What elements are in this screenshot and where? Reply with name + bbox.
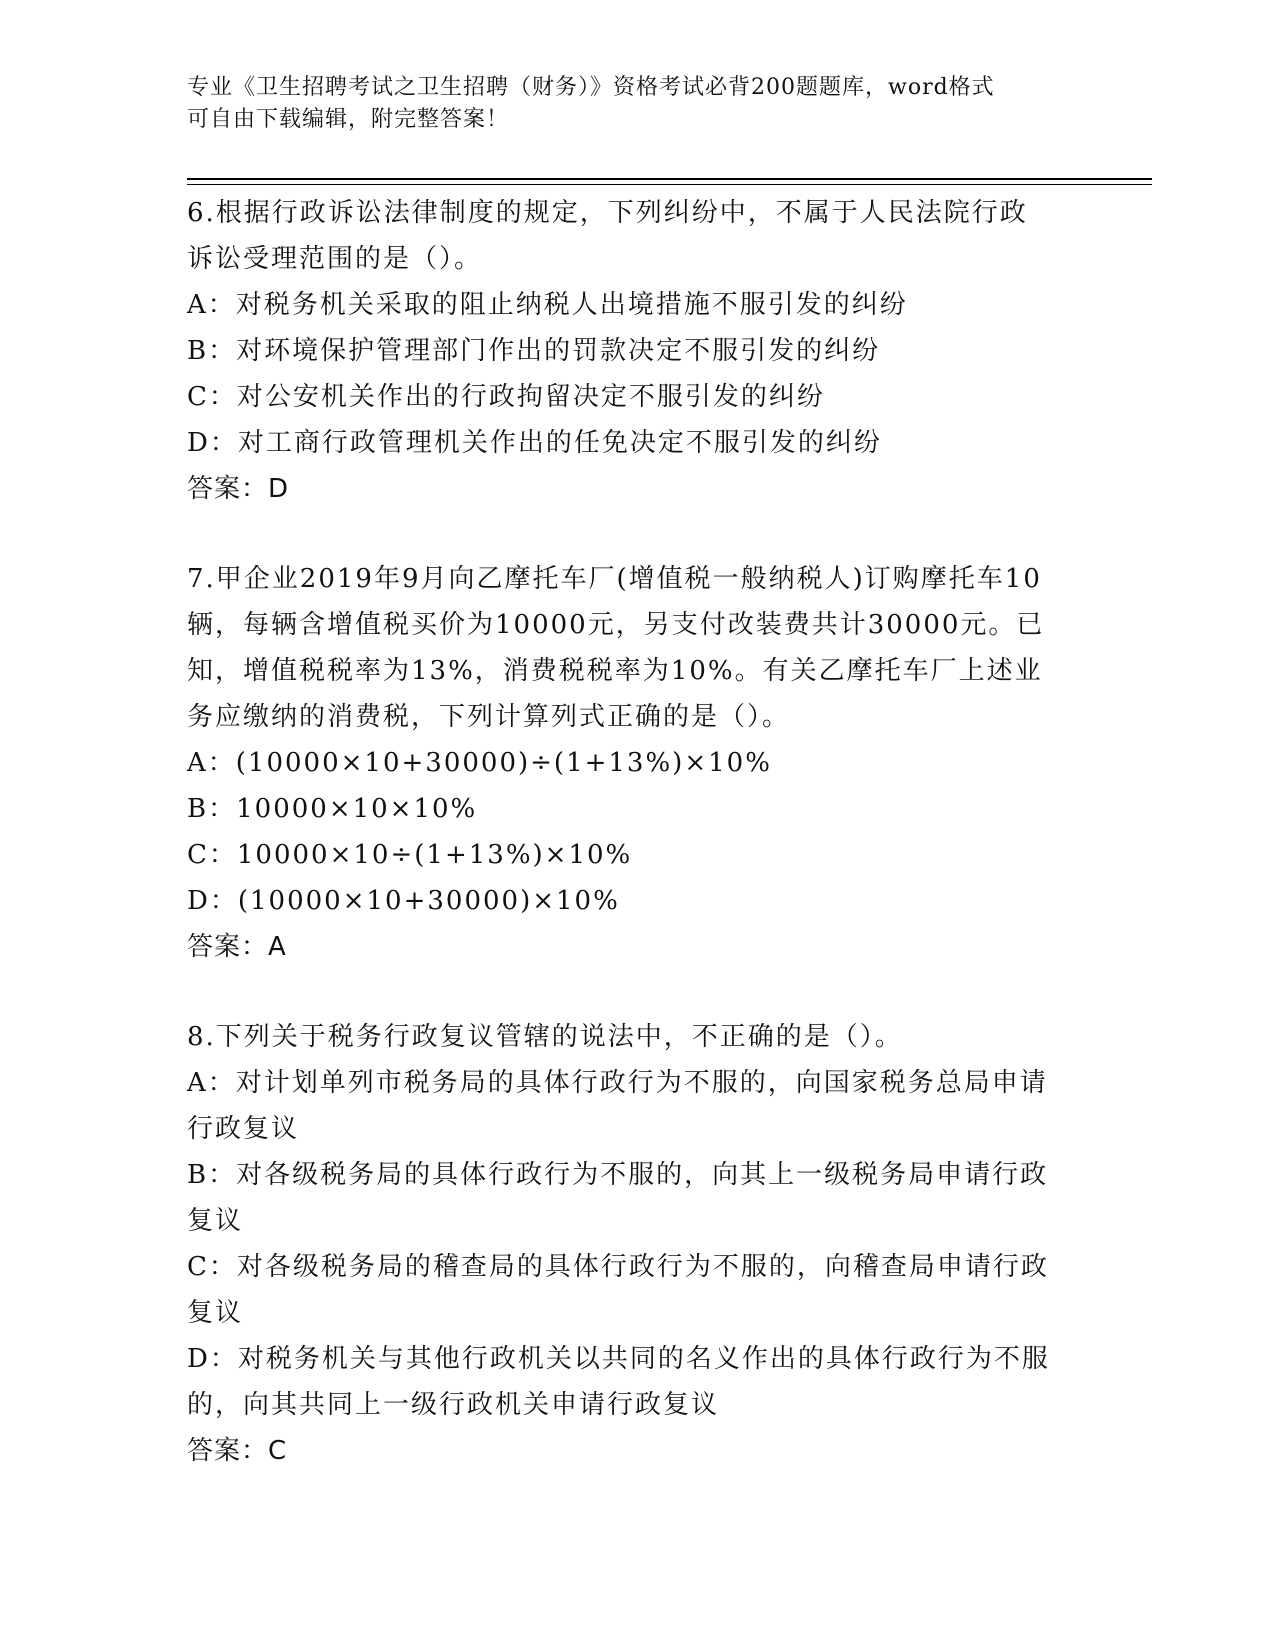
option-a: A：(10000×10+30000)÷(1+13%)×10% [187, 748, 772, 778]
question-list [187, 190, 1087, 1518]
question-stem-line: 辆，每辆含增值税买价为10000元，另支付改装费共计30000元。已 [187, 610, 1045, 640]
question-7 [187, 556, 1087, 970]
document-header [187, 72, 1087, 136]
option-a: A：对计划单列市税务局的具体行政行为不服的，向国家税务总局申请 [187, 1068, 1048, 1098]
option-a: A：对税务机关采取的阻止纳税人出境措施不服引发的纠纷 [187, 290, 908, 320]
question-stem-line: 知，增值税税率为13%，消费税税率为10%。有关乙摩托车厂上述业 [187, 656, 1043, 686]
header-line-1: 专业《卫生招聘考试之卫生招聘（财务）》资格考试必背200题题库，word格式 [187, 75, 995, 100]
header-line-2: 可自由下载编辑，附完整答案！ [187, 107, 510, 132]
option-c: C：10000×10÷(1+13%)×10% [187, 840, 633, 870]
question-stem-line: 7.甲企业2019年9月向乙摩托车厂(增值税一般纳税人)订购摩托车10 [187, 564, 1042, 594]
option-b: B：对各级税务局的具体行政行为不服的，向其上一级税务局申请行政 [187, 1160, 1049, 1190]
answer-label: 答案：D [187, 474, 290, 504]
option-b: B：对环境保护管理部门作出的罚款决定不服引发的纠纷 [187, 336, 881, 366]
option-a-continued: 行政复议 [187, 1114, 300, 1144]
option-d: D：对工商行政管理机关作出的任免决定不服引发的纠纷 [187, 428, 882, 458]
question-6 [187, 190, 1087, 512]
question-stem-line: 务应缴纳的消费税，下列计算列式正确的是（）。 [187, 702, 791, 732]
option-c: C：对公安机关作出的行政拘留决定不服引发的纠纷 [187, 382, 825, 412]
option-d: D：对税务机关与其他行政机关以共同的名义作出的具体行政行为不服 [187, 1344, 1050, 1374]
option-b-continued: 复议 [187, 1206, 244, 1236]
answer-label: 答案：C [187, 1436, 288, 1466]
question-8 [187, 1014, 1087, 1474]
header-divider-thin [187, 184, 1152, 185]
question-stem-line: 8.下列关于税务行政复议管辖的说法中，不正确的是（）。 [187, 1022, 903, 1052]
answer-label: 答案：A [187, 932, 287, 962]
option-c-continued: 复议 [187, 1298, 244, 1328]
question-stem-line: 诉讼受理范围的是（）。 [187, 244, 483, 274]
option-c: C：对各级税务局的稽查局的具体行政行为不服的，向稽查局申请行政 [187, 1252, 1049, 1282]
option-d: D：(10000×10+30000)×10% [187, 886, 620, 916]
header-divider-thick [187, 178, 1152, 180]
option-d-continued: 的，向其共同上一级行政机关申请行政复议 [187, 1390, 720, 1420]
question-stem-line: 6.根据行政诉讼法律制度的规定，下列纠纷中，不属于人民法院行政 [187, 198, 1028, 228]
option-b: B：10000×10×10% [187, 794, 478, 824]
